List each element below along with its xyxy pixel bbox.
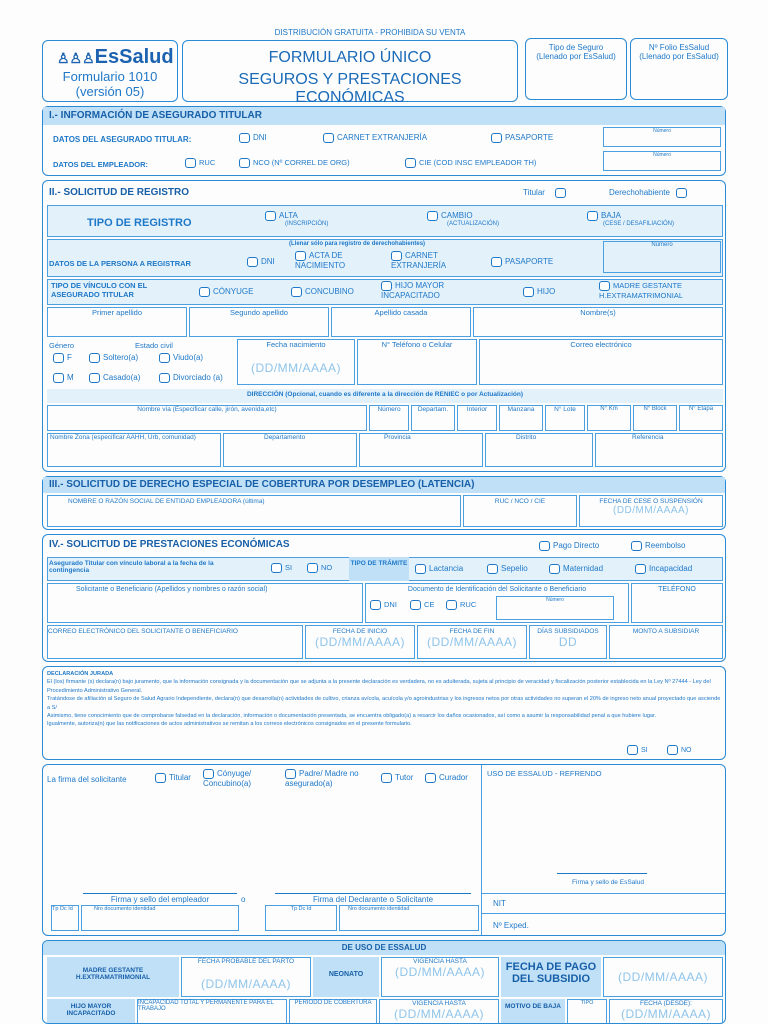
checkbox[interactable] bbox=[587, 211, 598, 221]
departamento-field[interactable]: Departamento bbox=[223, 433, 357, 467]
section-3 bbox=[42, 476, 726, 530]
firma-tutor-option[interactable]: Tutor bbox=[381, 773, 413, 783]
s1-cie-option[interactable]: CIE (COD INSC EMPLEADOR TH) bbox=[405, 158, 536, 168]
checkbox[interactable] bbox=[405, 158, 416, 168]
checkbox[interactable] bbox=[89, 353, 100, 363]
soltero-option[interactable]: Soltero(a) bbox=[89, 353, 138, 363]
declaracion-title: DECLARACIÓN JURADA bbox=[47, 671, 114, 677]
declaracion-p2: Tratándose de afiliación al Seguro de Salud Agrario Independiente, declara(n) que desarrolla(n) actividades de cultivo, crianza avícola, acuícola y/o agroindustrias y los ingresos netos por otras actividades no superan el 20% de ingreso neto anual proyectado que asciende a S/ bbox=[47, 696, 721, 711]
s4-ce-option[interactable]: CE bbox=[410, 600, 434, 610]
section-4: IV.- SOLICITUD DE PRESTACIONES ECONÓMICAS Pago Directo Reembolso Asegurado Titular con vínculo laboral a la fecha de la contingencia SI NO TIPO DE TRÁMITE Lactancia Sepelio Maternidad Incapacidad Solicitante o Beneficiario (Apellidos y nombres o razón social) Documento de Identificación del Solicitante o Beneficiario DNI CE RUC Número TELÉFONO CORREO ELECTRÓNICO DEL SOLICITANTE O BENEFICIARIO FECHA DE INICIO (DD/MM/AAAA) FECHA DE FIN (DD/MM/AAAA) DÍAS SUBSIDIADOS DD MONTO A SUBSIDIAR bbox=[42, 534, 726, 662]
segundo-apellido-field[interactable]: Segundo apellido bbox=[189, 307, 329, 337]
referencia-field[interactable]: Referencia bbox=[595, 433, 723, 467]
declaracion-si-option[interactable]: SI bbox=[627, 745, 648, 755]
checkbox[interactable] bbox=[391, 251, 402, 261]
title-line2: SEGUROS Y PRESTACIONES ECONÓMICAS bbox=[238, 71, 462, 106]
s1-ruc-option[interactable]: RUC bbox=[185, 158, 215, 168]
concubino-option[interactable]: CONCUBINO bbox=[291, 287, 354, 297]
declaracion-no-option[interactable]: NO bbox=[667, 745, 692, 755]
tipo-field[interactable]: TIPO bbox=[567, 999, 607, 1024]
nit-label: NIT bbox=[493, 899, 506, 908]
checkbox[interactable] bbox=[549, 564, 560, 574]
s4-dni-option[interactable]: DNI bbox=[370, 600, 397, 610]
section-1-title: I.- INFORMACIÓN DE ASEGURADO TITULAR bbox=[49, 110, 262, 121]
title-box bbox=[182, 40, 518, 106]
sepelio-option[interactable]: Sepelio bbox=[487, 564, 528, 574]
checkbox[interactable] bbox=[295, 251, 306, 261]
s1-numero-field[interactable]: Número bbox=[603, 127, 721, 147]
acta-option[interactable]: ACTA DE NACIMIENTO bbox=[295, 251, 346, 270]
block-field[interactable]: N° Block bbox=[633, 405, 677, 431]
sello-essalud: Firma y sello de EsSalud bbox=[572, 879, 644, 886]
primer-apellido-field[interactable]: Primer apellido bbox=[47, 307, 187, 337]
casado-option[interactable]: Casado(a) bbox=[89, 373, 140, 383]
solicitante-field[interactable]: Solicitante o Beneficiario (Apellidos y nombres o razón social) bbox=[47, 583, 363, 623]
km-field[interactable]: N° Km bbox=[587, 405, 631, 431]
uso-essalud-refrendo: USO DE ESSALUD - REFRENDO bbox=[487, 769, 602, 778]
checkbox[interactable] bbox=[239, 158, 250, 168]
firma-conyuge-option[interactable]: Cónyuge/ Concubino(a) bbox=[203, 769, 252, 788]
checkbox[interactable] bbox=[410, 600, 421, 610]
essalud-logo: ♙♙♙EsSalud bbox=[57, 46, 174, 68]
uso-essalud-title: DE USO DE ESSALUD bbox=[43, 941, 725, 955]
checkbox[interactable] bbox=[271, 563, 282, 573]
fecha-desde-field[interactable]: FECHA (DESDE): (DD/MM/AAAA) bbox=[609, 999, 723, 1024]
madre-gestante-option[interactable]: MADRE GESTANTE H.EXTRAMATRIMONIAL bbox=[599, 281, 684, 301]
declarante-tp-field[interactable]: Tp Dc Id bbox=[265, 905, 337, 931]
declaracion-jurada bbox=[42, 666, 726, 760]
lactancia-option[interactable]: Lactancia bbox=[415, 564, 463, 574]
alta-option[interactable]: ALTA (INSCRIPCIÓN) bbox=[265, 211, 328, 227]
declarante-nro-field[interactable]: Nro documento identidad bbox=[339, 905, 479, 931]
checkbox[interactable] bbox=[381, 281, 392, 291]
fecha-parto-field[interactable]: FECHA PROBABLE DEL PARTO (DD/MM/AAAA) bbox=[181, 957, 311, 997]
telefono-field[interactable]: N° Teléfono o Celular bbox=[357, 339, 477, 385]
lote-field[interactable]: N° Lote bbox=[545, 405, 585, 431]
empleador-tp-field[interactable]: Tp Dc Id bbox=[51, 905, 79, 931]
checkbox[interactable] bbox=[247, 257, 258, 267]
s1-pasaporte-option[interactable]: PASAPORTE bbox=[491, 133, 553, 143]
s2-carnet-option[interactable]: CARNET EXTRANJERÍA bbox=[391, 251, 447, 270]
checkbox[interactable] bbox=[491, 257, 502, 267]
checkbox[interactable] bbox=[291, 287, 302, 297]
checkbox[interactable] bbox=[491, 133, 502, 143]
genero-f-option[interactable]: F bbox=[53, 353, 72, 363]
checkbox[interactable] bbox=[159, 353, 170, 363]
hijo-option[interactable]: HIJO bbox=[523, 287, 555, 297]
checkbox[interactable] bbox=[631, 541, 642, 551]
razon-social-field[interactable]: NOMBRE O RAZÓN SOCIAL DE ENTIDAD EMPLEADORA (última) bbox=[47, 495, 461, 527]
incapacidad-field[interactable]: INCAPACIDAD TOTAL Y PERMANENTE PARA EL TRABAJO bbox=[137, 999, 287, 1024]
checkbox[interactable] bbox=[415, 564, 426, 574]
dias-subsidiados-field[interactable]: DÍAS SUBSIDIADOS DD bbox=[529, 625, 607, 659]
section-1: I.- INFORMACIÓN DE ASEGURADO TITULAR DATOS DEL ASEGURADO TITULAR: DNI CARNET EXTRANJERÍA PASAPORTE Número DATOS DEL EMPLEADOR: RUC NCO (Nº CORREL DE ORG) CIE (COD INSC EMPLEADOR TH) Número bbox=[42, 106, 726, 176]
fecha-pago-field[interactable]: (DD/MM/AAAA) bbox=[603, 957, 723, 997]
numero-dir-field[interactable]: Número bbox=[369, 405, 409, 431]
genero-m-option[interactable]: M bbox=[53, 373, 74, 383]
checkbox[interactable] bbox=[185, 158, 196, 168]
checkbox[interactable] bbox=[667, 745, 678, 755]
maternidad-option[interactable]: Maternidad bbox=[549, 564, 603, 574]
form-version: (versión 05) bbox=[75, 84, 145, 99]
declaracion-p3: Asimismo, tiene conocimiento que de comprobarse falsedad en la declaración, información o documentación presentada, se encuentra obligado(a) a resarcir los daños ocasionados, así como a asumir la responsabilidad penal a que hubiere lugar. bbox=[47, 713, 657, 720]
section-4-title: IV.- SOLICITUD DE PRESTACIONES ECONÓMICAS bbox=[49, 539, 290, 550]
checkbox[interactable] bbox=[203, 769, 214, 779]
people-icon: ♙♙♙ bbox=[57, 50, 95, 66]
fecha-nacimiento-field[interactable]: Fecha nacimiento (DD/MM/AAAA) bbox=[237, 339, 355, 385]
fecha-fin-field[interactable]: FECHA DE FIN (DD/MM/AAAA) bbox=[417, 625, 527, 659]
checkbox[interactable] bbox=[323, 133, 334, 143]
baja-option[interactable]: BAJA (CESE / DESAFILIACIÓN) bbox=[587, 211, 674, 227]
empleador-nro-field[interactable]: Nro documento identidad bbox=[81, 905, 239, 931]
departamento-dir-field[interactable]: Departam. bbox=[411, 405, 455, 431]
checkbox[interactable] bbox=[199, 287, 210, 297]
periodo-field[interactable]: PERIODO DE COBERTURA bbox=[289, 999, 377, 1024]
firma-padre-option[interactable]: Padre/ Madre no asegurado(a) bbox=[285, 769, 359, 788]
checkbox[interactable] bbox=[427, 211, 438, 221]
s2-dni-option[interactable]: DNI bbox=[247, 257, 275, 267]
tipo-seguro-box[interactable]: Tipo de Seguro (Llenado por EsSalud) bbox=[525, 38, 627, 100]
zona-field[interactable]: Nombre Zona (especificar AAHH, Urb, comunidad) bbox=[47, 433, 221, 467]
checkbox[interactable] bbox=[89, 373, 100, 383]
uso-essalud-section: DE USO DE ESSALUD MADRE GESTANTE H.EXTRAMATRIMONIAL FECHA PROBABLE DEL PARTO (DD/MM/AAAA) NEONATO VIGENCIA HASTA (DD/MM/AAAA) FECHA DE PAGO DEL SUBSIDIO (DD/MM/AAAA) HIJO MAYOR INCAPACITADO INCAPACIDAD TOTAL Y PERMANENTE PARA EL TRABAJO PERIODO DE COBERTURA VIGENCIA HASTA (DD/MM/AAAA) MOTIVO DE BAJA TIPO FECHA (DESDE): (DD/MM/AAAA) bbox=[42, 940, 726, 1024]
etapa-field[interactable]: N° Etapa bbox=[679, 405, 723, 431]
s3-ruc-field[interactable]: RUC / NCO / CIE bbox=[463, 495, 577, 527]
fecha-cese-field[interactable]: FECHA DE CESE O SUSPENSIÓN (DD/MM/AAAA) bbox=[579, 495, 723, 527]
checkbox[interactable] bbox=[53, 373, 64, 383]
firma-empleador-label: Firma y sello del empleador bbox=[110, 895, 210, 904]
expediente-label: Nº Exped. bbox=[493, 921, 529, 930]
section-3-title: III.- SOLICITUD DE DERECHO ESPECIAL DE COBERTURA POR DESEMPLEO (LATENCIA) bbox=[49, 479, 475, 490]
titular-option[interactable]: Titular bbox=[523, 188, 569, 198]
firma-curador-option[interactable]: Curador bbox=[425, 773, 468, 783]
fecha-inicio-field[interactable]: FECHA DE INICIO (DD/MM/AAAA) bbox=[305, 625, 415, 659]
s4-ruc-option[interactable]: RUC bbox=[446, 600, 476, 610]
form-number: Formulario 1010 bbox=[62, 69, 158, 84]
checkbox[interactable] bbox=[239, 133, 250, 143]
s1-dni-option[interactable]: DNI bbox=[239, 133, 267, 143]
declaracion-p4: Igualmente, autoriza(n) que las notificaciones de actos administrativos se remitan a los correos electrónicos consignados en el presente formulario. bbox=[47, 721, 412, 728]
s1-carnet-option[interactable]: CARNET EXTRANJERÍA bbox=[323, 133, 427, 143]
title-line1: FORMULARIO ÚNICO bbox=[268, 49, 432, 66]
checkbox[interactable] bbox=[446, 600, 457, 610]
cambio-option[interactable]: CAMBIO (ACTUALIZACIÓN) bbox=[427, 211, 499, 227]
checkbox[interactable] bbox=[539, 541, 550, 551]
reembolso-option[interactable]: Reembolso bbox=[631, 541, 685, 551]
pago-directo-option[interactable]: Pago Directo bbox=[539, 541, 599, 551]
logo-box bbox=[42, 40, 178, 102]
apellido-casada-field[interactable]: Apellido casada bbox=[331, 307, 471, 337]
vinculo-si-option[interactable]: SI bbox=[271, 563, 292, 573]
s4-telefono-field[interactable]: TELÉFONO bbox=[631, 583, 723, 623]
s2-pasaporte-option[interactable]: PASAPORTE bbox=[491, 257, 553, 267]
checkbox[interactable] bbox=[425, 773, 436, 783]
checkbox[interactable] bbox=[635, 564, 646, 574]
divorciado-option[interactable]: Divorciado (a) bbox=[159, 373, 223, 383]
folio-box[interactable]: Nº Folio EsSalud (Llenado por EsSalud) bbox=[630, 38, 728, 100]
checkbox[interactable] bbox=[381, 773, 392, 783]
s1-nco-option[interactable]: NCO (Nº CORREL DE ORG) bbox=[239, 158, 350, 168]
checkbox[interactable] bbox=[155, 773, 166, 783]
monto-field[interactable]: MONTO A SUBSIDIAR bbox=[609, 625, 723, 659]
checkbox[interactable] bbox=[676, 188, 687, 198]
correo-field[interactable]: Correo electrónico bbox=[479, 339, 723, 385]
s2-numero-field[interactable]: Número bbox=[603, 241, 721, 273]
vigencia-2-field[interactable]: VIGENCIA HASTA (DD/MM/AAAA) bbox=[379, 999, 499, 1024]
conyuge-option[interactable]: CÓNYUGE bbox=[199, 287, 253, 297]
s1-numero-field-2[interactable]: Número bbox=[603, 151, 721, 171]
vigencia-field[interactable]: VIGENCIA HASTA (DD/MM/AAAA) bbox=[381, 957, 499, 997]
checkbox[interactable] bbox=[53, 353, 64, 363]
checkbox[interactable] bbox=[265, 211, 276, 221]
via-field[interactable]: Nombre vía (Especificar calle, jirón, avenida,etc) bbox=[47, 405, 367, 431]
checkbox[interactable] bbox=[487, 564, 498, 574]
checkbox[interactable] bbox=[599, 281, 610, 291]
checkbox[interactable] bbox=[523, 287, 534, 297]
firma-titular-option[interactable]: Titular bbox=[155, 773, 191, 783]
hijo-mayor-option[interactable]: HIJO MAYOR INCAPACITADO bbox=[381, 281, 445, 300]
viudo-option[interactable]: Viudo(a) bbox=[159, 353, 203, 363]
documento-field[interactable]: Documento de Identificación del Solicitante o Beneficiario DNI CE RUC Número bbox=[365, 583, 629, 623]
distrito-field[interactable]: Distrito bbox=[485, 433, 593, 467]
derechohabiente-option[interactable]: Derechohabiente bbox=[609, 188, 690, 198]
checkbox[interactable] bbox=[159, 373, 170, 383]
s4-numero-field[interactable]: Número bbox=[496, 596, 614, 620]
checkbox[interactable] bbox=[555, 188, 566, 198]
top-banner: DISTRIBUCIÓN GRATUITA - PROHIBIDA SU VENTA bbox=[274, 28, 466, 37]
section-2-title: II.- SOLICITUD DE REGISTRO bbox=[49, 187, 190, 198]
checkbox[interactable] bbox=[307, 563, 318, 573]
manzana-field[interactable]: Manzana bbox=[499, 405, 543, 431]
incapacidad-option[interactable]: Incapacidad bbox=[635, 564, 692, 574]
checkbox[interactable] bbox=[627, 745, 638, 755]
s4-correo-field[interactable]: CORREO ELECTRÓNICO DEL SOLICITANTE O BENEFICIARIO bbox=[47, 625, 303, 659]
firma-declarante-label: Firma del Declarante o Solicitante bbox=[312, 895, 434, 904]
checkbox[interactable] bbox=[370, 600, 381, 610]
interior-field[interactable]: Interior bbox=[457, 405, 497, 431]
provincia-field[interactable]: Provincia bbox=[359, 433, 483, 467]
checkbox[interactable] bbox=[285, 769, 296, 779]
declaracion-p1: El (los) firmante (s) declara(n) bajo juramento, que la información consignada y la documentación que se adjunta a la presente declaración es verdadera, no es adulterada, sujeta al principio de veracidad y fiscalización posterior establecida en la Ley Nº 27444 - Ley del Procedimiento Administrativo General. bbox=[47, 679, 711, 694]
nombres-field[interactable]: Nombre(s) bbox=[473, 307, 723, 337]
firma-section: La firma del solicitante Titular Cónyuge/ Concubino(a) Padre/ Madre no asegurado(a) Tutor Curador Firma y sello del empleador o Firma del Declarante o Solicitante Tp Dc Id Nro documento identidad Tp Dc Id Nro documento identidad USO DE ESSALUD - REFRENDO Firma y sello de EsSalud NIT Nº Exped. bbox=[42, 764, 726, 936]
section-2: II.- SOLICITUD DE REGISTRO Titular Derechohabiente TIPO DE REGISTRO ALTA (INSCRIPCIÓN) CAMBIO (ACTUALIZACIÓN) BAJA (CESE / DESAFILIACIÓN) (Llenar sólo para registro de derechohabientes) DATOS DE LA PERSONA A REGISTRAR DNI ACTA DE NACIMIENTO CARNET EXTRANJERÍA PASAPORTE Número TIPO DE VÍNCULO CON EL ASEGURADO TITULAR CÓNYUGE CONCUBINO HIJO MAYOR INCAPACITADO HIJO MADRE GESTANTE H.EXTRAMATRIMONIAL Primer apellido Segundo apellido Apellido casada Nombre(s) Género F M Estado civil Soltero(a) Viudo(a) Casado(a) Divorciado (a) Fecha nacimiento (DD/MM/AAAA) N° Teléfono o Celular Correo electrónico DIRECCIÓN (Opcional, cuando es diferente a la dirección de RENIEC o por Actualización) Nombre vía (Especificar calle, jirón, avenida,etc) Número Departam. Interior Manzana N° Lote N° Km N° Block N° Etapa Nombre Zona (especificar AAHH, Urb, comunidad) Departamento Provincia Distrito Referencia bbox=[42, 180, 726, 472]
vinculo-no-option[interactable]: NO bbox=[307, 563, 332, 573]
